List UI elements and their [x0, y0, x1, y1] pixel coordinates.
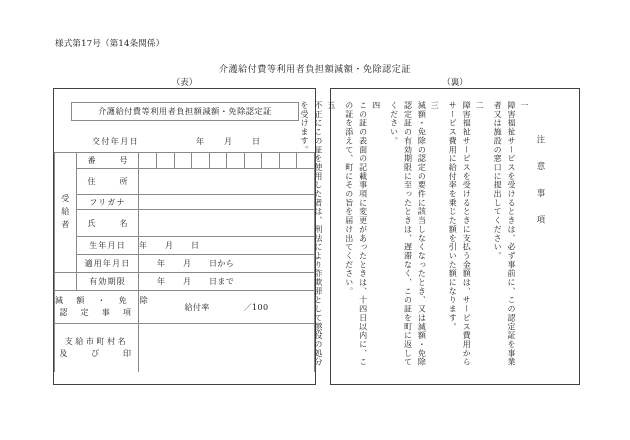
recipient-label-char-1: 受 [61, 194, 70, 204]
name-label: 氏 名 [77, 210, 139, 237]
notes-heading: 注 意 事 項 [536, 135, 546, 229]
note-text: 障害福祉サービスを受けるときは、必ず事前に、この認定証を事業者又は施設の窓口に提出してください。 [493, 101, 516, 367]
reduction-label-line-1: 減 額 ・ 免 除 [55, 296, 151, 305]
table-row-birthdate [55, 237, 315, 255]
note-item [387, 101, 441, 374]
municipality-label-line-2: 及 び 印 [59, 348, 134, 358]
benefit-rate-denominator: ／100 [243, 302, 269, 312]
note-item [490, 101, 530, 374]
apply-date-value[interactable] [139, 255, 315, 273]
number-cell[interactable] [227, 153, 245, 168]
table-row-name [55, 210, 315, 237]
name-value[interactable] [139, 210, 315, 237]
note-marker: 四 [371, 101, 381, 110]
birthdate-year: 年 [139, 241, 148, 250]
table-row-apply-date [55, 255, 315, 273]
form-number: 様式第17号（第14条関係） [55, 39, 165, 49]
note-item [297, 101, 337, 374]
certificate-title-box: 介護給付費等利用者負担額減額・免除認定証 [71, 102, 299, 121]
recipient-vertical-label [55, 153, 77, 273]
recipient-label-char-3: 者 [61, 220, 70, 230]
furigana-value[interactable] [139, 195, 315, 210]
table-row-number [55, 153, 315, 169]
number-cell[interactable] [157, 153, 175, 168]
birthdate-month: 月 [165, 241, 174, 250]
certificate-back-panel [299, 88, 580, 385]
birthdate-label: 生年月日 [77, 237, 139, 255]
birthdate-day: 日 [191, 241, 200, 250]
benefit-rate-label: 給付率 [184, 302, 210, 312]
expiry-day: 日まで [209, 277, 235, 286]
table-row-municipality [55, 324, 315, 372]
note-item [342, 101, 382, 374]
certificate-fields-table [54, 152, 315, 372]
table-row-furigana [55, 195, 315, 210]
number-cell[interactable] [192, 153, 210, 168]
benefit-rate-value[interactable] [139, 291, 315, 324]
birthdate-value[interactable] [139, 237, 315, 255]
note-marker: 五 [326, 101, 336, 110]
apply-date-day: 日から [209, 259, 235, 268]
note-marker: 三 [430, 101, 440, 110]
municipality-label-line-1: 支給市町村名 [64, 336, 129, 346]
number-cell[interactable] [279, 153, 297, 168]
issue-date-month: 月 [224, 137, 233, 146]
municipality-value[interactable] [139, 324, 315, 372]
expiry-year: 年 [157, 277, 166, 286]
recipient-label-char-2: 給 [61, 207, 70, 217]
number-label: 番 号 [77, 153, 139, 169]
number-cell[interactable] [139, 153, 157, 168]
expiry-label: 有効期限 [77, 273, 139, 291]
note-text: 不正にこの証を使用した者は、刑法により詐欺罪として懲役の処分を受けます。 [299, 101, 323, 367]
number-cell[interactable] [244, 153, 262, 168]
apply-date-month: 月 [183, 259, 192, 268]
table-row-reduction [55, 291, 315, 324]
furigana-label: フリガナ [77, 195, 139, 210]
number-cell[interactable] [174, 153, 192, 168]
note-marker: 一 [520, 101, 529, 110]
table-row-address [55, 169, 315, 195]
front-side-caption: （表） [171, 78, 198, 88]
note-text: 減額・免除の認定の要件に該当しなくなったとき、又は減額・免除認定証の有効期限に至ったときは、遅滞なく、この証を町に返してください。 [389, 101, 427, 367]
certificate-front-panel [53, 88, 316, 385]
number-cell-grid [139, 153, 314, 168]
note-marker: 二 [475, 101, 485, 110]
expiry-spacer [55, 273, 77, 291]
note-text: 障害福祉サービスを受けるときに支払う金額は、サービス費用からサービス費用に給付率を乗じた額を引いた額になります。 [448, 101, 472, 367]
issue-date-day: 日 [252, 137, 261, 146]
address-value[interactable] [139, 169, 315, 195]
document-title: 介護給付費等利用者負担額減額・免除認定証 [218, 65, 411, 75]
number-cell[interactable] [209, 153, 227, 168]
address-label: 住 所 [77, 169, 139, 195]
back-side-caption: （裏） [442, 78, 468, 88]
reduction-label-line-2: 認 定 事 項 [59, 308, 134, 317]
municipality-label [55, 324, 139, 372]
table-row-expiry [55, 273, 315, 291]
apply-date-label: 適用年月日 [77, 255, 139, 273]
expiry-value[interactable] [139, 273, 315, 291]
number-cells-container [139, 153, 315, 169]
number-cell[interactable] [262, 153, 280, 168]
note-item [445, 101, 485, 374]
issue-date-label: 交付年月日 [92, 137, 139, 146]
issue-date-row [54, 133, 315, 151]
apply-date-year: 年 [157, 259, 166, 268]
note-text: この証の表面の記載事項に変更があったときは、十四日以内に、この証を添えて、町にその旨を届け出てください。 [344, 101, 368, 367]
issue-date-year: 年 [196, 137, 205, 146]
reduction-label [55, 291, 151, 324]
notes-container [299, 101, 565, 374]
expiry-month: 月 [183, 277, 192, 286]
